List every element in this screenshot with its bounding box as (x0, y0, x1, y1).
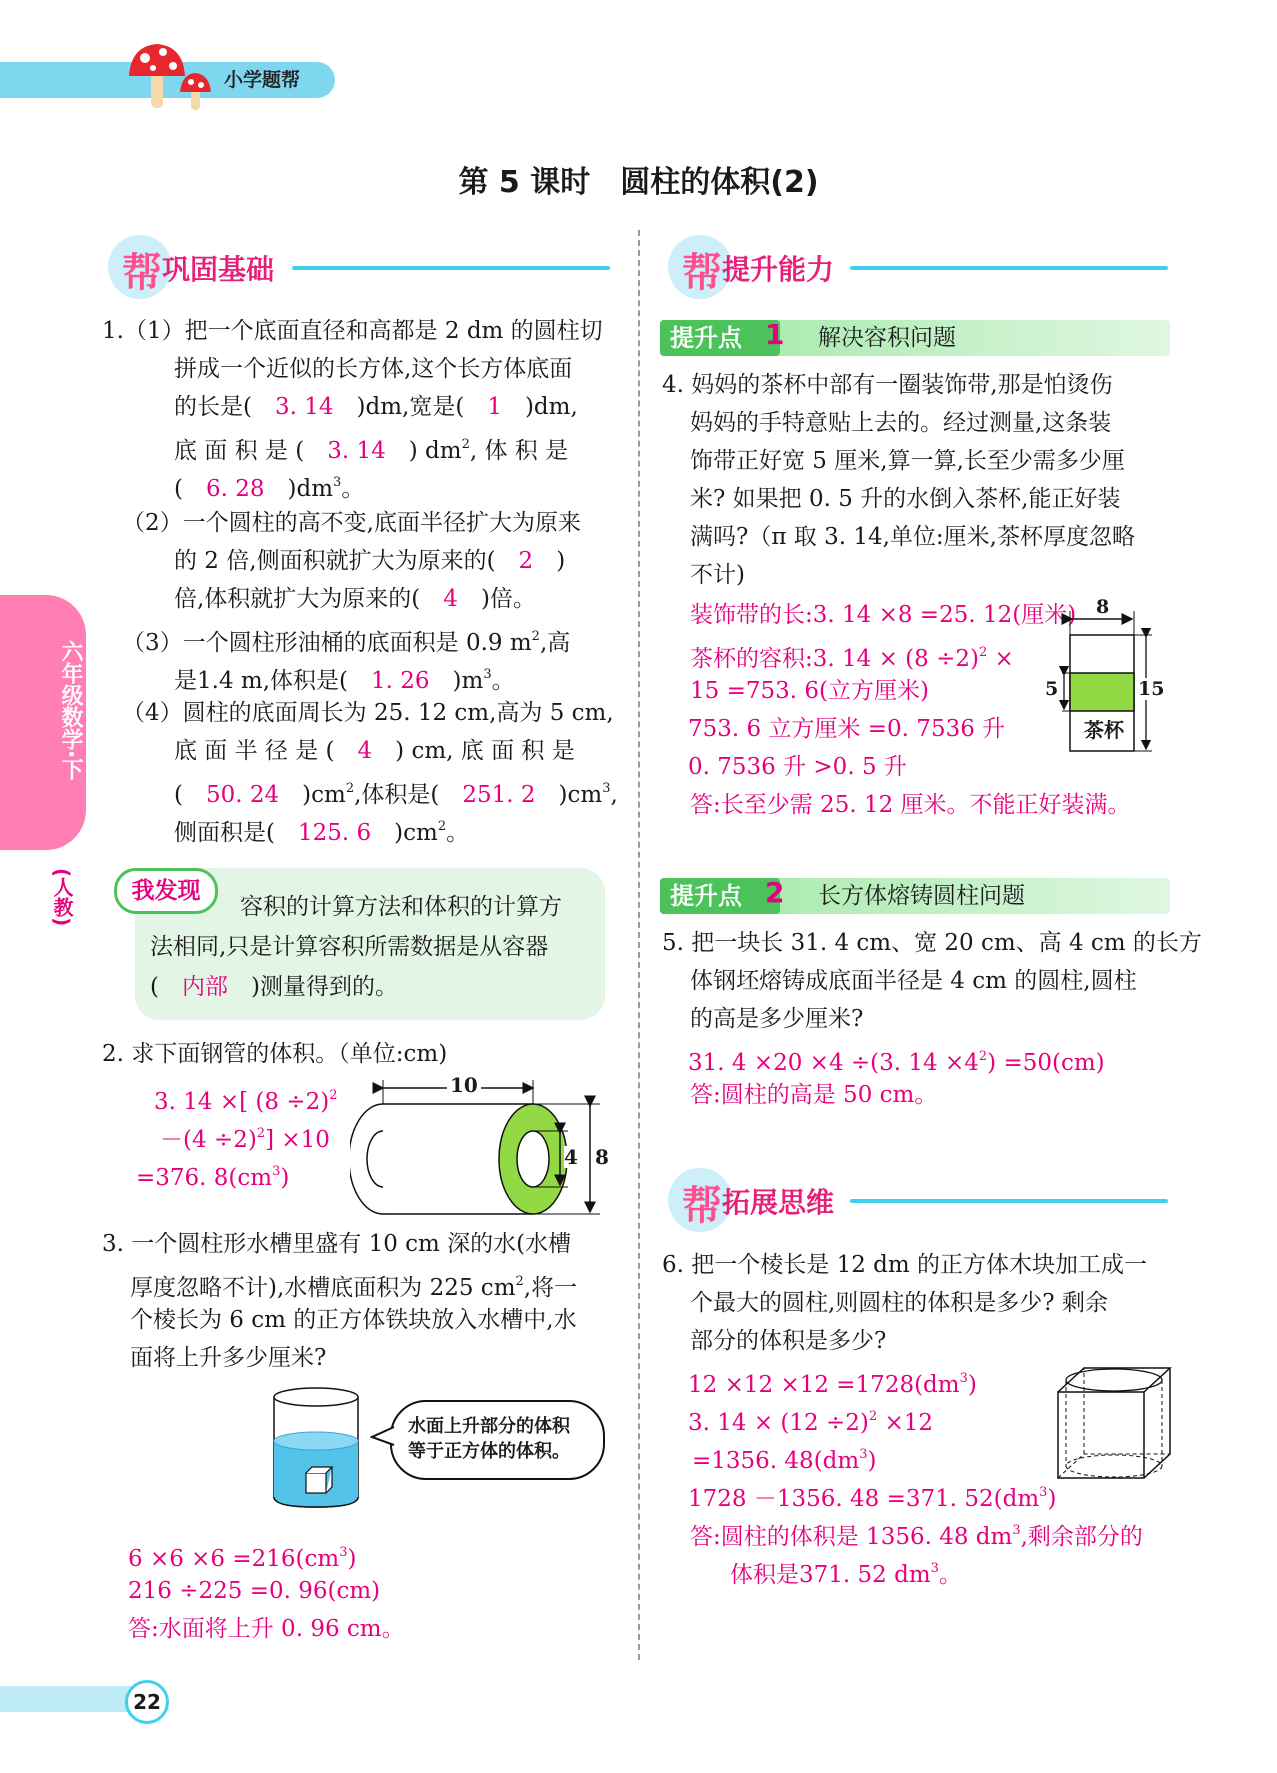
pipe-length-label: 10 (447, 1074, 481, 1096)
q3-line: 3. 一个圆柱形水槽里盛有 10 cm 深的水(水槽 (102, 1231, 572, 1257)
bang-badge: 帮 (108, 235, 172, 299)
q6-line: 6. 把一个棱长是 12 dm 的正方体木块加工成一 (662, 1252, 1147, 1278)
superscript: 3 (272, 1164, 281, 1179)
answer-blank: 251. 2 (462, 782, 536, 808)
answer-blank: 1 (487, 394, 502, 420)
text: ) (867, 1448, 877, 1474)
bubble-line: 等于正方体的体积。 (408, 1441, 570, 1462)
text: 底 面 积 是 ( (174, 438, 305, 464)
answer-blank: 125. 6 (297, 820, 372, 846)
question-5 (662, 924, 1202, 1124)
q4-solution-line: 15 =753. 6(立方厘米) (690, 678, 929, 704)
text: ) dm (408, 438, 462, 464)
cube-cylinder-figure (1050, 1362, 1175, 1487)
superscript: 2 (345, 781, 355, 796)
point-number: 2 (765, 876, 785, 909)
q2-text: 2. 求下面钢管的体积。（单位:cm) (102, 1041, 448, 1067)
q1-line: （4）圆柱的底面周长为 25. 12 cm,高为 5 cm, (122, 700, 614, 726)
q6-line: 个最大的圆柱,则圆柱的体积是多少? 剩余 (690, 1290, 1108, 1316)
side-tab-edition: (人教) (50, 868, 74, 927)
cup-band-label: 5 (1045, 678, 1059, 700)
q4-line: 4. 妈妈的茶杯中部有一圈装饰带,那是怕烫伤 (662, 372, 1113, 398)
bubble-tail (370, 1425, 396, 1447)
text: 。 (938, 1562, 962, 1588)
q4-line: 妈妈的手特意贴上去的。经过测量,这条装 (690, 410, 1112, 436)
text: 31. 4 ×20 ×4 ÷(3. 14 ×4 (688, 1050, 979, 1076)
superscript: 2 (868, 1409, 878, 1424)
text: ) (280, 1165, 290, 1191)
q4-solution-line: 装饰带的长:3. 14 ×8 =25. 12(厘米) (690, 602, 1077, 628)
q4-line: 饰带正好宽 5 厘米,算一算,长至少需多少厘 (690, 448, 1125, 474)
column-divider (638, 230, 640, 1660)
superscript: 2 (437, 819, 447, 834)
q6-solution-line (730, 1550, 962, 1594)
text: , (610, 782, 618, 808)
answer-blank: 4 (443, 586, 458, 612)
text: =376. 8(cm (136, 1165, 273, 1191)
text: 的长是( (174, 394, 252, 420)
text: ( (174, 476, 183, 502)
text: 。 (341, 476, 365, 502)
q1-line (174, 732, 575, 770)
section-line (850, 266, 1168, 270)
point-tag: 提升点 (660, 878, 780, 914)
superscript: 3 (1012, 1523, 1021, 1538)
text: ( (150, 974, 159, 1000)
text: =1356. 48(dm (692, 1448, 860, 1474)
point-text: 解决容积问题 (818, 325, 956, 351)
q1-line: 1.（1）把一个底面直径和高都是 2 dm 的圆柱切 (102, 318, 603, 344)
q1-line (174, 808, 469, 852)
text: ) (556, 548, 566, 574)
brand-label: 小学题帮 (224, 69, 301, 91)
q3-solution (128, 1534, 608, 1654)
pipe-inner-label: 4 (564, 1145, 578, 1169)
q1-line: （2）一个圆柱的高不变,底面半径扩大为原来 (122, 510, 581, 536)
text: )dm (287, 476, 334, 502)
text: ) (1047, 1486, 1057, 1512)
cup-label: 茶杯 (1084, 718, 1124, 742)
q3-line: 个棱长为 6 cm 的正方体铁块放入水槽中,水 (130, 1307, 577, 1333)
text: ) =50(cm) (987, 1050, 1105, 1076)
text: －(4 ÷2) (160, 1127, 257, 1153)
text: , 体 积 是 (469, 438, 569, 464)
section-line (292, 266, 610, 270)
text: 厚度忽略不计),水槽底面积为 225 cm (130, 1275, 516, 1301)
text: 茶杯的容积:3. 14 × (8 ÷2) (690, 646, 979, 672)
text: 。 (491, 668, 515, 694)
q5-line: 体钢坯熔铸成底面半径是 4 cm 的圆柱,圆柱 (690, 968, 1137, 994)
superscript: 3 (859, 1447, 868, 1462)
text: )cm (302, 782, 346, 808)
q2-solution-line (136, 1153, 289, 1197)
q4-line: 不计) (690, 562, 745, 588)
side-tab-grade: 六年级数学·下 (58, 640, 83, 781)
steel-pipe-figure (350, 1072, 620, 1222)
bubble-line: 水面上升部分的体积 (408, 1416, 570, 1437)
answer-blank: 2 (518, 548, 534, 574)
text: ) (967, 1372, 977, 1398)
point-number: 1 (765, 318, 785, 351)
page-number: 22 (125, 1680, 169, 1724)
q5-line: 的高是多少厘米? (690, 1006, 864, 1032)
text: )cm (558, 782, 603, 808)
section-title-extend: 拓展思维 (722, 1186, 835, 1219)
superscript: 3 (333, 475, 342, 490)
text: 。 (446, 820, 470, 846)
section-title-basics: 巩固基础 (162, 253, 275, 286)
q1-line (174, 542, 565, 580)
text: )cm (394, 820, 438, 846)
pipe-outer-label: 8 (595, 1145, 609, 1169)
superscript: 3 (339, 1545, 348, 1560)
answer-blank: 3. 14 (274, 394, 334, 420)
text: 答:圆柱的体积是 1356. 48 dm (690, 1524, 1013, 1550)
superscript: 3 (959, 1371, 968, 1386)
text: 6 ×6 ×6 =216(cm (128, 1546, 340, 1572)
text: ,将一 (523, 1275, 578, 1301)
superscript: 3 (930, 1561, 939, 1576)
text: 3. 14 ×[ (8 ÷2) (154, 1089, 330, 1115)
q1-line (174, 388, 578, 426)
text: )m (452, 668, 484, 694)
superscript: 2 (329, 1088, 338, 1103)
water-tank-figure (268, 1385, 368, 1510)
q4-line: 米? 如果把 0. 5 升的水倒入茶杯,能正好装 (690, 486, 1121, 512)
discover-line: 容积的计算方法和体积的计算方 (240, 894, 562, 920)
q4-solution-line: 0. 7536 升 >0. 5 升 (688, 754, 907, 780)
text: ) cm, 底 面 积 是 (395, 738, 575, 764)
text: 1728 －1356. 48 =371. 52(dm (688, 1486, 1040, 1512)
discover-line (150, 968, 398, 1006)
point-text: 长方体熔铸圆柱问题 (818, 883, 1025, 909)
text: )dm, (524, 394, 578, 420)
text: 的 2 倍,侧面积就扩大为原来的( (174, 548, 496, 574)
text: ×12 (877, 1410, 933, 1436)
point-tag: 提升点 (660, 320, 780, 356)
text: 12 ×12 ×12 =1728(dm (688, 1372, 960, 1398)
question-3 (102, 1225, 622, 1385)
superscript: 2 (531, 629, 540, 644)
text: )dm,宽是( (356, 394, 465, 420)
q4-solution-line: 753. 6 立方厘米 =0. 7536 升 (688, 716, 1006, 742)
answer-blank: 6. 28 (205, 476, 265, 502)
text: ,体积是( (354, 782, 440, 808)
cup-height-label: 15 (1138, 678, 1165, 700)
superscript: 3 (602, 781, 611, 796)
section-line (850, 1199, 1168, 1203)
q1-line (174, 464, 364, 508)
superscript: 2 (515, 1274, 524, 1289)
q3-solution-line: 216 ÷225 =0. 96(cm) (128, 1578, 381, 1604)
superscript: 2 (978, 645, 988, 660)
text: 3. 14 × (12 ÷2) (688, 1410, 869, 1436)
q3-solution-line: 答:水面将上升 0. 96 cm。 (128, 1616, 405, 1642)
bang-badge: 帮 (668, 1168, 732, 1232)
text: )测量得到的。 (250, 974, 398, 1000)
q1-line (174, 580, 536, 618)
answer-blank: 3. 14 (327, 438, 386, 464)
superscript: 2 (461, 437, 470, 452)
superscript: 3 (483, 667, 492, 682)
answer-blank: 1. 26 (370, 668, 430, 694)
question-1 (102, 312, 622, 852)
text: ,高 (539, 630, 571, 656)
discover-tag: 我发现 (114, 868, 218, 914)
superscript: 3 (1039, 1485, 1048, 1500)
text: )倍。 (480, 586, 536, 612)
answer-blank: 50. 24 (205, 782, 280, 808)
text: × (987, 646, 1014, 672)
discover-text (150, 888, 600, 1008)
answer-blank: 4 (357, 738, 373, 764)
answer-blank: 内部 (181, 974, 228, 1000)
text: 倍,体积就扩大为原来的( (174, 586, 421, 612)
superscript: 2 (256, 1126, 266, 1141)
q5-solution-line: 答:圆柱的高是 50 cm。 (690, 1082, 938, 1108)
bang-badge: 帮 (668, 235, 732, 299)
text: 是1.4 m,体积是( (174, 668, 348, 694)
text: ,剩余部分的 (1020, 1524, 1143, 1550)
text: 侧面积是( (174, 820, 275, 846)
text: （3）一个圆柱形油桶的底面积是 0.9 m (122, 630, 532, 656)
page-title: 第 5 课时 圆柱的体积(2) (458, 165, 819, 200)
q5-line: 5. 把一块长 31. 4 cm、宽 20 cm、高 4 cm 的长方 (662, 930, 1202, 956)
q3-line: 面将上升多少厘米? (130, 1345, 327, 1371)
text: 底 面 半 径 是 ( (174, 738, 335, 764)
discover-line: 法相同,只是计算容积所需数据是从容器 (150, 934, 549, 960)
section-title-improve: 提升能力 (722, 253, 835, 286)
mushroom-icon (125, 40, 220, 115)
text: ( (174, 782, 183, 808)
q4-line: 满吗?（π 取 3. 14,单位:厘米,茶杯厚度忽略 (690, 524, 1135, 550)
text: ) (347, 1546, 357, 1572)
text: 体积是371. 52 dm (730, 1562, 931, 1588)
q6-line: 部分的体积是多少? (690, 1328, 887, 1354)
text: ] ×10 (265, 1127, 330, 1153)
q4-solution-line: 答:长至少需 25. 12 厘米。不能正好装满。 (690, 792, 1131, 818)
cup-width-label: 8 (1096, 596, 1110, 618)
q1-line: 拼成一个近似的长方体,这个长方体底面 (174, 356, 573, 382)
superscript: 2 (978, 1049, 988, 1064)
